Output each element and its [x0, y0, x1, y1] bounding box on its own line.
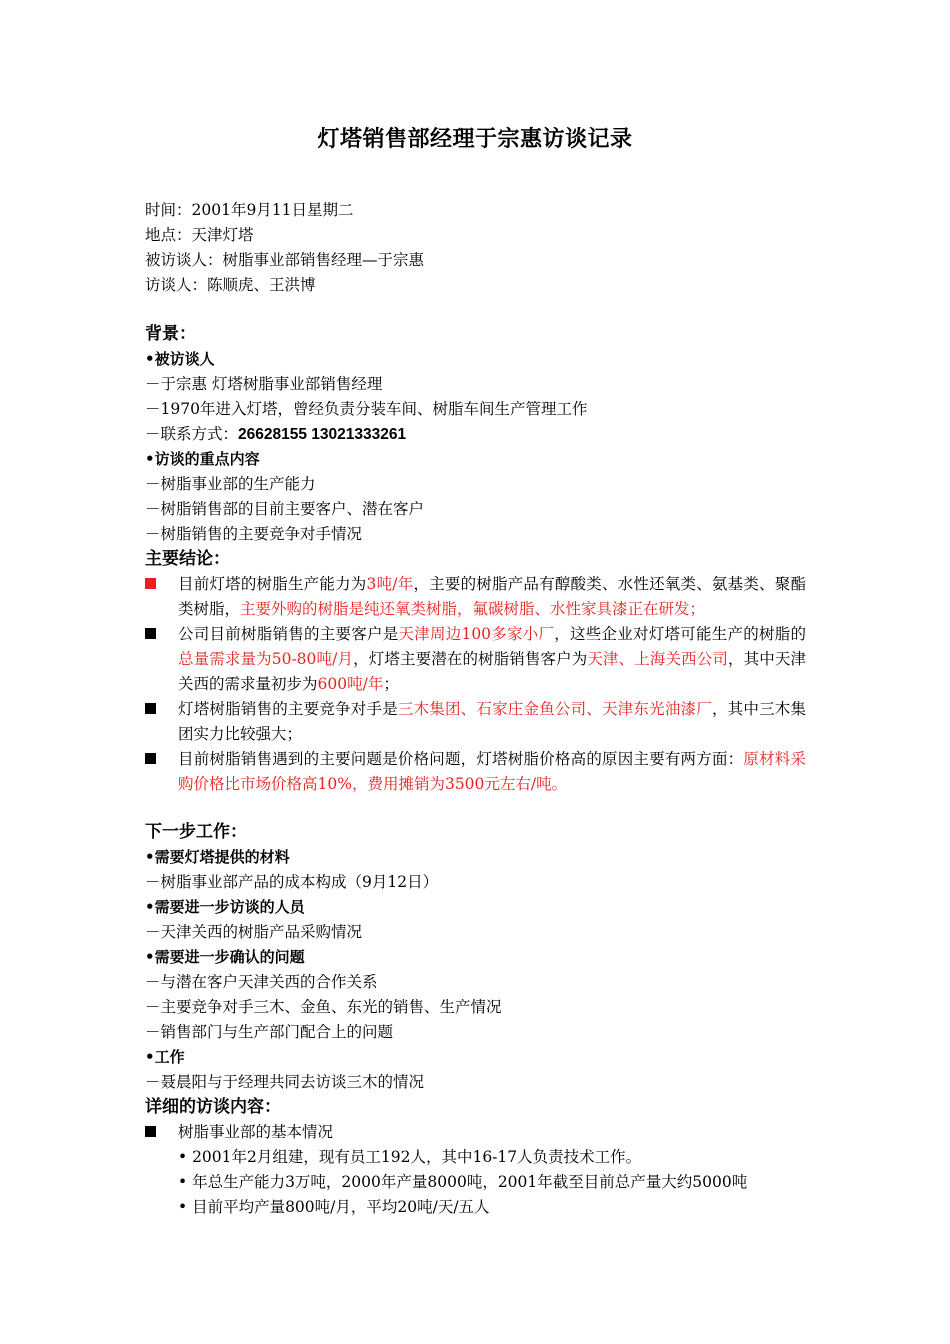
- conclusion-2: [178, 622, 806, 697]
- meta-interviewee: 被访谈人：树脂事业部销售经理—于宗惠: [145, 251, 425, 269]
- square-bullet-icon: [145, 703, 156, 714]
- highlight-run: 总量需求量为50-80吨/月: [178, 650, 354, 668]
- text-run: ；: [383, 675, 399, 693]
- text-run: ，其中天津关西的需求量初步为: [178, 650, 806, 693]
- meta-interviewer: 访谈人：陈顺虎、王洪博: [145, 276, 316, 294]
- background-item: －于宗惠 灯塔树脂事业部销售经理: [145, 375, 383, 393]
- background-item: －1970年进入灯塔，曾经负责分装车间、树脂车间生产管理工作: [145, 400, 588, 418]
- background-sub-interviewee: •被访谈人: [145, 350, 215, 368]
- next-sub-questions: •需要进一步确认的问题: [145, 948, 305, 966]
- next-item: －主要竞争对手三木、金鱼、东光的销售、生产情况: [145, 998, 502, 1016]
- conclusions-heading: 主要结论：: [145, 549, 230, 569]
- text-run: ，其中三木集团实力比较强大；: [178, 700, 806, 743]
- text-run: ，灯塔主要潜在的树脂销售客户为: [353, 650, 588, 668]
- highlight-run: 3吨/年: [366, 575, 414, 593]
- contact-phones: 26628155 13021333261: [238, 426, 407, 443]
- details-point: • 2001年2月组建，现有员工192人，其中16-17人负责技术工作。: [178, 1148, 642, 1166]
- background-sub-focus: •访谈的重点内容: [145, 450, 260, 468]
- next-sub-work: •工作: [145, 1048, 185, 1066]
- next-item: －树脂事业部产品的成本构成（9月12日）: [145, 873, 439, 891]
- next-steps-heading: 下一步工作：: [145, 822, 247, 842]
- highlight-run: 天津、上海关西公司: [587, 650, 728, 668]
- focus-item: －树脂事业部的生产能力: [145, 475, 316, 493]
- text-run: ，这些企业对灯塔可能生产的树脂的: [554, 625, 806, 643]
- conclusion-4: [178, 747, 806, 797]
- highlight-run: 三木集团、石家庄金鱼公司、天津东光油漆厂: [397, 700, 712, 718]
- conclusion-3: [178, 697, 806, 747]
- highlight-run: 主要外购的树脂是纯还氧类树脂，氟碳树脂、水性家具漆正在研发；: [240, 600, 706, 618]
- next-sub-people: •需要进一步访谈的人员: [145, 898, 305, 916]
- text-run: ，主要的树脂产品有醇酸类、水性还氧类、氨基类、聚酯类树脂，: [178, 575, 806, 618]
- page-title: 灯塔销售部经理于宗惠访谈记录: [317, 126, 633, 152]
- highlight-run: 600吨/年: [317, 675, 384, 693]
- next-item: －天津关西的树脂产品采购情况: [145, 923, 363, 941]
- details-heading: 详细的访谈内容：: [145, 1097, 281, 1117]
- square-bullet-icon: [145, 753, 156, 764]
- next-sub-materials: •需要灯塔提供的材料: [145, 848, 290, 866]
- focus-item: －树脂销售部的目前主要客户、潜在客户: [145, 500, 425, 518]
- square-bullet-icon: [145, 1126, 156, 1137]
- details-section-title: 树脂事业部的基本情况: [178, 1123, 334, 1141]
- conclusion-1: [178, 572, 806, 622]
- contact-line: [145, 422, 406, 447]
- contact-label: －联系方式：: [145, 425, 239, 443]
- meta-time: 时间：2001年9月11日星期二: [145, 201, 354, 219]
- next-item: －与潜在客户天津关西的合作关系: [145, 973, 378, 991]
- background-heading: 背景：: [145, 324, 196, 344]
- text-run: 目前灯塔的树脂生产能力为: [178, 575, 367, 593]
- focus-item: －树脂销售的主要竞争对手情况: [145, 525, 363, 543]
- details-point: • 年总生产能力3万吨，2000年产量8000吨，2001年截至目前总产量大约5000吨: [178, 1173, 748, 1191]
- text-run: 目前树脂销售遇到的主要问题是价格问题，灯塔树脂价格高的原因主要有两方面：: [178, 750, 744, 768]
- next-item: －销售部门与生产部门配合上的问题: [145, 1023, 394, 1041]
- highlight-run: 天津周边100多家小厂: [398, 625, 555, 643]
- text-run: 灯塔树脂销售的主要竞争对手是: [178, 700, 398, 718]
- details-point: • 目前平均产量800吨/月，平均20吨/天/五人: [178, 1198, 490, 1216]
- text-run: 公司目前树脂销售的主要客户是: [178, 625, 399, 643]
- meta-place: 地点：天津灯塔: [145, 226, 254, 244]
- square-bullet-icon: [145, 628, 156, 639]
- next-item: －聂晨阳与于经理共同去访谈三木的情况: [145, 1073, 425, 1091]
- highlight-run: 原材料采购价格比市场价格高10%，费用摊销为3500元左右/吨。: [178, 750, 806, 793]
- square-bullet-icon: [145, 578, 156, 589]
